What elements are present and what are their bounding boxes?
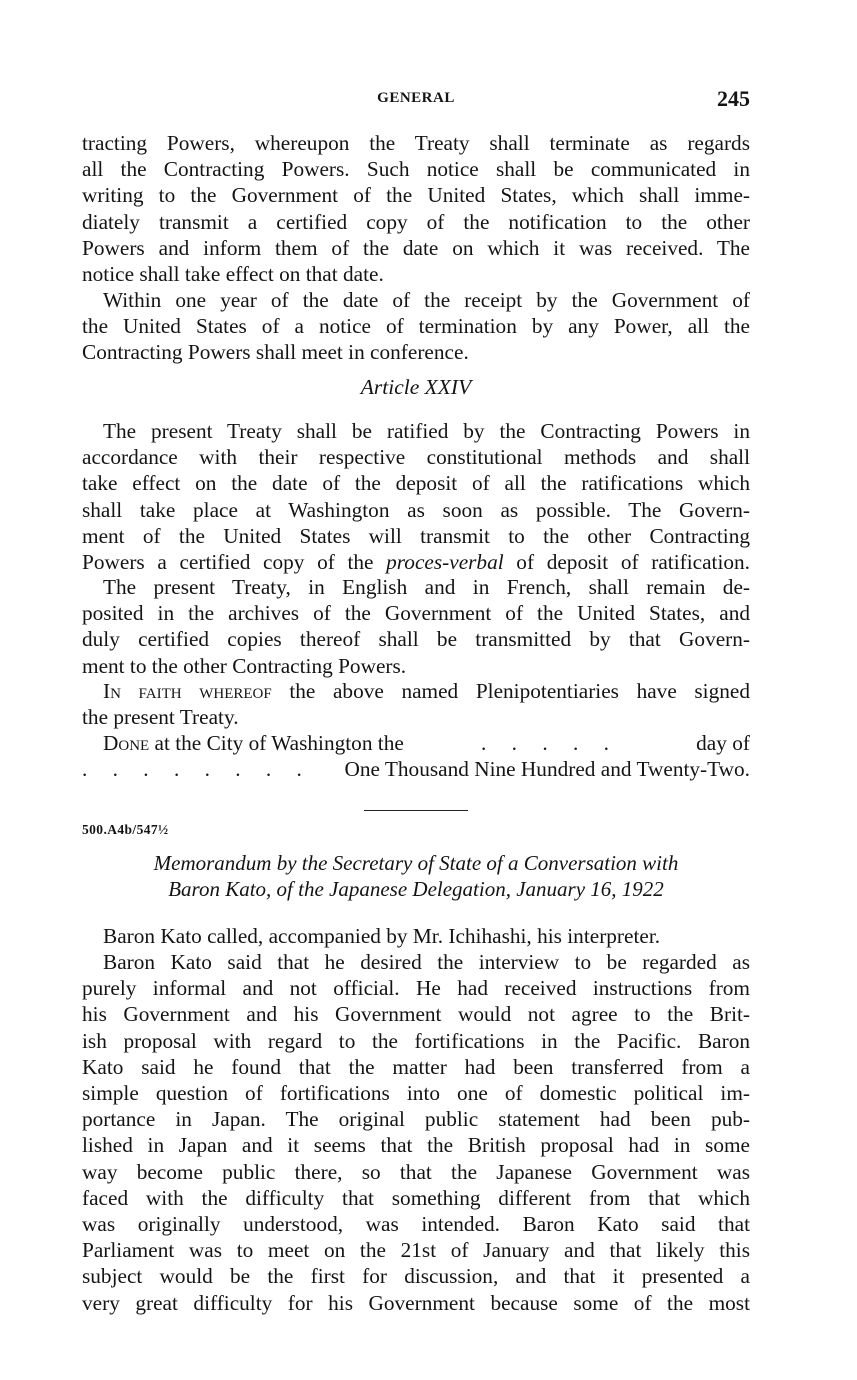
text-line: simple question of fortifications into one of domestic political im- — [82, 1081, 750, 1106]
text-line: faced with the difficulty that something different from that which — [82, 1185, 750, 1210]
text-line: Baron Kato said that he desired the interview to be regarded as — [103, 950, 750, 974]
article-heading: Article XXIV — [360, 375, 472, 399]
text-line: ish proposal with regard to the fortifications in the Pacific. Baron — [82, 1028, 750, 1053]
text-line: ment to the other Contracting Powers. — [82, 653, 407, 678]
paragraph-deposit — [82, 574, 750, 679]
text-line: Contracting Powers shall meet in conference. — [82, 340, 469, 365]
text-line: his Government and his Government would not agree to the Brit- — [82, 1002, 750, 1027]
text-fragment — [103, 730, 404, 756]
text-line: way become public there, so that the Japanese Government was — [82, 1159, 750, 1184]
year-line — [82, 756, 750, 782]
text-line: was originally understood, was intended. Baron Kato said that — [82, 1212, 750, 1237]
memo-heading-line-1: Memorandum by the Secretary of State of a Conversation with — [153, 851, 679, 875]
text-line: The present Treaty shall be ratified by the Contracting Powers in — [103, 419, 750, 443]
text-line: duly certified copies thereof shall be transmitted by that Govern- — [82, 627, 750, 652]
text-fragment: the above named Plenipotentiaries have signed — [271, 679, 750, 703]
leader-dots: . . . . . — [481, 731, 619, 755]
text-line: writing to the Government of the United States, which shall imme- — [82, 183, 750, 208]
text-fragment: day of — [696, 731, 750, 755]
small-caps-lead: In faith whereof — [103, 679, 272, 703]
text-line: notice shall take effect on that date. — [82, 262, 384, 287]
leader-dots: . . . . . . . . — [82, 757, 312, 782]
paragraph-kato-statement — [82, 949, 750, 1316]
running-title: GENERAL — [377, 90, 455, 106]
text-line: lished in Japan and it seems that the British proposal had in some — [82, 1133, 750, 1158]
text-fragment: of deposit of ratification. — [503, 550, 751, 575]
small-caps-lead: Done — [103, 731, 150, 755]
text-line: tracting Powers, whereupon the Treaty shall terminate as regards — [82, 131, 750, 155]
text-line: Within one year of the date of the receipt by the Government of — [103, 288, 750, 312]
paragraph-done — [82, 730, 750, 782]
running-head — [82, 86, 750, 116]
text-line: the present Treaty. — [82, 705, 239, 730]
done-line — [82, 730, 750, 756]
text-line: Kato said he found that the matter had been transferred from a — [82, 1054, 750, 1079]
text-line: shall take place at Washington as soon as possible. The Govern- — [82, 497, 750, 522]
text-line: subject would be the first for discussion, and that it presented a — [82, 1264, 750, 1289]
page-number: 245 — [717, 86, 750, 111]
text-line: all the Contracting Powers. Such notice shall be communicated in — [82, 157, 750, 182]
text-line: Parliament was to meet on the 21st of January and that likely this — [82, 1238, 750, 1263]
text-line: portance in Japan. The original public statement had been pub- — [82, 1107, 750, 1132]
paragraph-termination-notice — [82, 130, 750, 287]
text-line — [82, 678, 750, 704]
text-line: accordance with their respective constitutional methods and shall — [82, 445, 750, 470]
memo-heading-line-2: Baron Kato, of the Japanese Delegation, January 16, 1922 — [168, 877, 664, 901]
text-line: Baron Kato called, accompanied by Mr. Ichihashi, his interpreter. — [103, 924, 661, 948]
paragraph-in-faith — [82, 678, 750, 730]
text-line: diately transmit a certified copy of the notification to the other — [82, 209, 750, 234]
text-line: the United States of a notice of termination by any Power, all the — [82, 314, 750, 339]
text-line: take effect on the date of the deposit of all the ratifications which — [82, 471, 750, 496]
paragraph-ratification — [82, 418, 750, 575]
italic-term: proces-verbal — [386, 550, 504, 575]
text-fragment: One Thousand Nine Hundred and Twenty-Two. — [344, 757, 750, 782]
text-line: purely informal and not official. He had received instructions from — [82, 976, 750, 1001]
text-line — [82, 549, 750, 575]
text-fragment: at the City of Washington the — [149, 731, 404, 755]
text-line: very great difficulty for his Government because some of the most — [82, 1290, 750, 1315]
text-line: The present Treaty, in English and in French, shall remain de- — [103, 575, 750, 599]
text-line: posited in the archives of the Government of the United States, and — [82, 601, 750, 626]
file-reference: 500.A4b/547½ — [82, 822, 169, 837]
paragraph-kato-called — [82, 923, 750, 949]
section-divider — [364, 810, 468, 811]
text-line: ment of the United States will transmit to the other Contracting — [82, 523, 750, 548]
text-fragment: Powers a certified copy of the — [82, 550, 387, 575]
paragraph-conference — [82, 287, 750, 366]
text-line: Powers and inform them of the date on which it was received. The — [82, 235, 750, 260]
